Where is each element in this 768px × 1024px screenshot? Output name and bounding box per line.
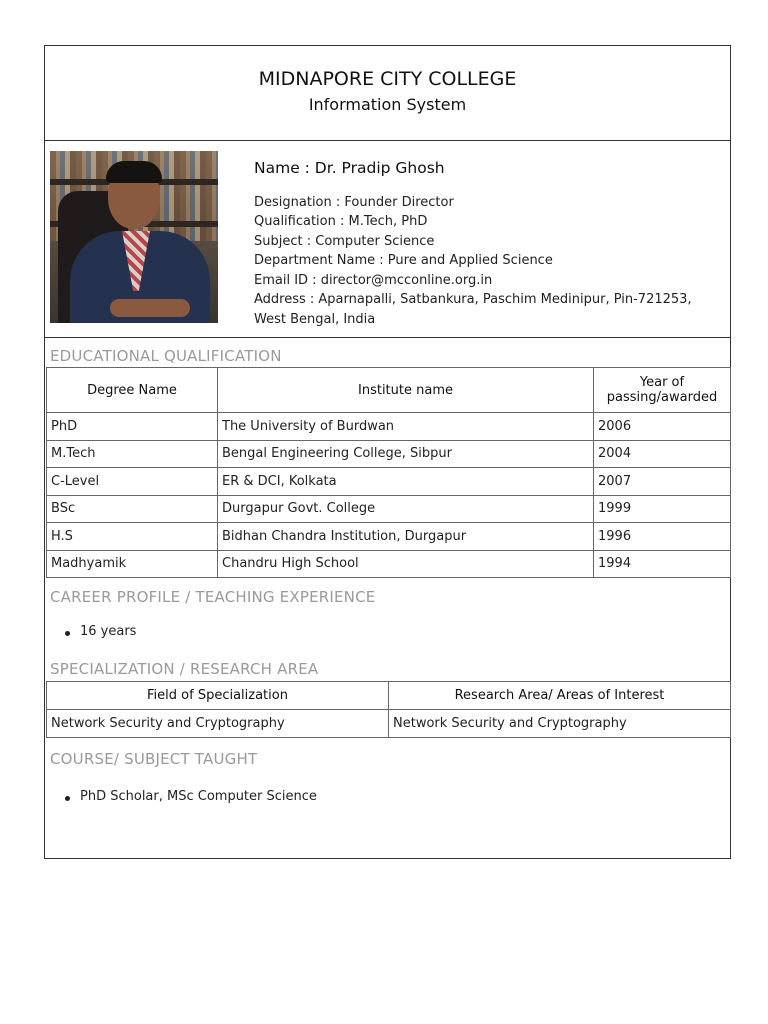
table-row	[47, 495, 731, 523]
course-list	[45, 789, 730, 804]
research-area-header: Research Area/ Areas of Interest	[389, 682, 731, 710]
specialization-section-title: SPECIALIZATION / RESEARCH AREA	[50, 660, 319, 678]
document-header	[45, 46, 730, 141]
specialization-header-row	[47, 682, 731, 710]
degree-cell: PhD	[47, 413, 218, 441]
degree-cell: BSc	[47, 495, 218, 523]
institute-cell: ER & DCI, Kolkata	[218, 468, 594, 496]
degree-header: Degree Name	[47, 368, 218, 413]
profile-department: Department Name : Pure and Applied Science	[254, 253, 553, 268]
table-row	[47, 550, 731, 578]
table-row	[47, 468, 731, 496]
profile-document	[44, 45, 731, 859]
profile-qualification: Qualification : M.Tech, PhD	[254, 214, 428, 229]
table-row	[47, 710, 731, 738]
institute-cell: Bidhan Chandra Institution, Durgapur	[218, 523, 594, 551]
field-cell: Network Security and Cryptography	[47, 710, 389, 738]
education-section-title: EDUCATIONAL QUALIFICATION	[50, 347, 282, 365]
year-cell: 1999	[594, 495, 731, 523]
year-cell: 1996	[594, 523, 731, 551]
year-header: Year of passing/awarded	[594, 368, 731, 413]
profile-photo	[50, 151, 218, 323]
system-name: Information System	[308, 95, 467, 114]
profile-section	[45, 141, 730, 338]
table-row	[47, 440, 731, 468]
profile-subject: Subject : Computer Science	[254, 233, 435, 249]
year-cell: 1994	[594, 550, 731, 578]
degree-cell: H.S	[47, 523, 218, 551]
profile-designation: Designation : Founder Director	[254, 194, 454, 210]
degree-cell: M.Tech	[47, 440, 218, 468]
institute-cell: Bengal Engineering College, Sibpur	[218, 440, 594, 468]
institute-cell: The University of Burdwan	[218, 413, 594, 441]
profile-address: Address : Aparnapalli, Satbankura, Paschim Medinipur, Pin-721253, West Bengal, India	[254, 292, 692, 327]
education-table	[46, 367, 731, 578]
list-item: 16 years	[65, 624, 730, 639]
profile-info	[254, 159, 720, 329]
profile-name: Name : Dr. Pradip Ghosh	[254, 159, 445, 177]
list-item: PhD Scholar, MSc Computer Science	[65, 789, 730, 804]
year-cell: 2007	[594, 468, 731, 496]
year-cell: 2006	[594, 413, 731, 441]
degree-cell: C-Level	[47, 468, 218, 496]
career-section-title: CAREER PROFILE / TEACHING EXPERIENCE	[50, 588, 376, 606]
profile-email: Email ID : director@mcconline.org.in	[254, 272, 493, 288]
education-header-row	[47, 368, 731, 413]
table-row	[47, 523, 731, 551]
research-area-cell: Network Security and Cryptography	[389, 710, 731, 738]
courses-section-title: COURSE/ SUBJECT TAUGHT	[50, 750, 258, 768]
specialization-table	[46, 681, 731, 738]
institute-cell: Durgapur Govt. College	[218, 495, 594, 523]
field-header: Field of Specialization	[47, 682, 389, 710]
institute-header: Institute name	[218, 368, 594, 413]
degree-cell: Madhyamik	[47, 550, 218, 578]
institute-cell: Chandru High School	[218, 550, 594, 578]
year-cell: 2004	[594, 440, 731, 468]
college-name: MIDNAPORE CITY COLLEGE	[258, 68, 517, 90]
career-list	[45, 624, 730, 639]
table-row	[47, 413, 731, 441]
